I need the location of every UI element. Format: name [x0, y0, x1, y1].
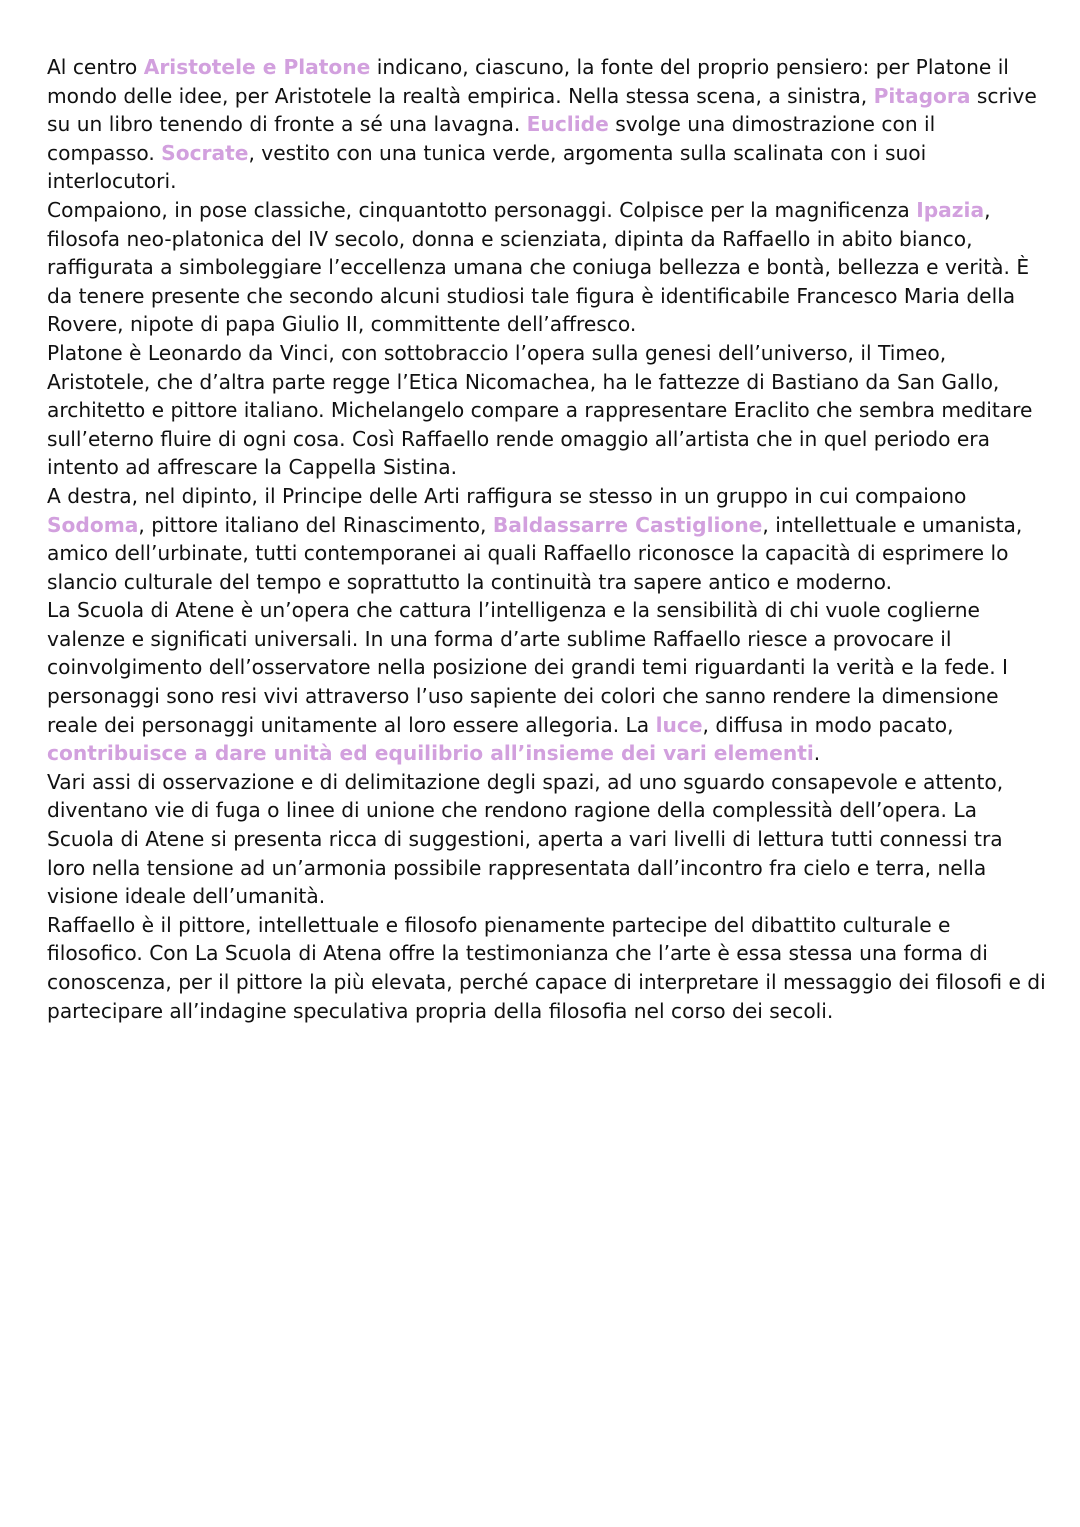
highlight-euclide: Euclide [526, 112, 609, 137]
highlight-baldassarre-castiglione: Baldassarre Castiglione [492, 512, 763, 537]
paragraph-principe-arti: A destra, nel dipinto, il Principe delle Arti raffigura se stesso in un gruppo in cui compaiono Sodoma, pittore italiano del Rinascimento, Baldassarre Castiglione, intellettuale e umanista, amico dell’urbinate, tutti contemporanei ai quali Raffaello riconosce la capacità di esprimere lo slancio culturale del tempo e soprattutto la continuità tra sapere antico e moderno. [47, 483, 1023, 594]
document-body [47, 53, 1047, 1025]
paragraph-ipazia: Compaiono, in pose classiche, cinquantotto personaggi. Colpisce per la magnificenza Ipazia, filosofa neo-platonica del IV secolo, donna e scienziata, dipinta da Raffaello in abito bianco, raffigurata a simboleggiare l’eccellenza umana che coniuga bellezza e bontà, bellezza e verità. È da tenere presente che secondo alcuni studiosi tale figura è identificabile Francesco Maria della Rovere, nipote di papa Giulio II, committente dell’affresco. [47, 197, 1030, 337]
paragraph-raffaello-filosofo: Raffaello è il pittore, intellettuale e filosofo pienamente partecipe del dibattito culturale e filosofico. Con La Scuola di Atena offre la testimonianza che l’arte è essa stessa una forma di conoscenza, per il pittore la più elevata, perché capace di interpretare il messaggio dei filosofi e di partecipare all’indagine speculativa propria della filosofia nel corso dei secoli. [47, 912, 1046, 1023]
paragraph-assi-osservazione: Vari assi di osservazione e di delimitazione degli spazi, ad uno sguardo consapevole e attento, diventano vie di fuga o linee di unione che rendono ragione della complessità dell’opera. La Scuola di Atene si presenta ricca di suggestioni, aperta a vari livelli di lettura tutti connessi tra loro nella tensione ad un’armonia possibile rappresentata dall’incontro fra cielo e terra, nella visione ideale dell’umanità. [47, 769, 1004, 909]
paragraph-scuola-atene: La Scuola di Atene è un’opera che cattura l’intelligenza e la sensibilità di chi vuole coglierne valenze e significati universali. In una forma d’arte sublime Raffaello riesce a provocare il coinvolgimento dell’osservatore nella posizione dei grandi temi riguardanti la verità e la fede. I personaggi sono resi vivi attraverso l’uso sapiente dei colori che sanno rendere la dimensione reale dei personaggi unitamente al loro essere allegoria. La luce, diffusa in modo pacato, contribuisce a dare unità ed equilibrio all’insieme dei vari elementi. [47, 598, 1009, 766]
highlight-ipazia: Ipazia [916, 197, 985, 222]
highlight-unita-equilibrio: contribuisce a dare unità ed equilibrio all’insieme dei vari elementi [47, 741, 814, 766]
highlight-sodoma: Sodoma [47, 512, 139, 537]
highlight-aristotele-platone: Aristotele e Platone [143, 55, 371, 79]
highlight-pitagora: Pitagora [873, 83, 971, 108]
highlight-luce: luce [655, 712, 703, 737]
paragraph-leonardo: Platone è Leonardo da Vinci, con sottobraccio l’opera sulla genesi dell’universo, il Timeo, Aristotele, che d’altra parte regge l’Etica Nicomachea, ha le fattezze di Bastiano da San Gallo, architetto e pittore italiano. Michelangelo compare a rappresentare Eraclito che sembra meditare sull’eterno fluire di ogni cosa. Così Raffaello rende omaggio all’artista che in quel periodo era intento ad affrescare la Cappella Sistina. [47, 340, 1033, 480]
highlight-socrate: Socrate [161, 140, 249, 165]
paragraph-philosophers: Al centro Aristotele e Platone indicano, ciascuno, la fonte del proprio pensiero: per Platone il mondo delle idee, per Aristotele la realtà empirica. Nella stessa scena, a sinistra, Pitagora scrive su un libro tenendo di fronte a sé una lavagna. Euclide svolge una dimostrazione con il compasso. Socrate, vestito con una tunica verde, argomenta sulla scalinata con i suoi interlocutori. [47, 55, 1037, 194]
